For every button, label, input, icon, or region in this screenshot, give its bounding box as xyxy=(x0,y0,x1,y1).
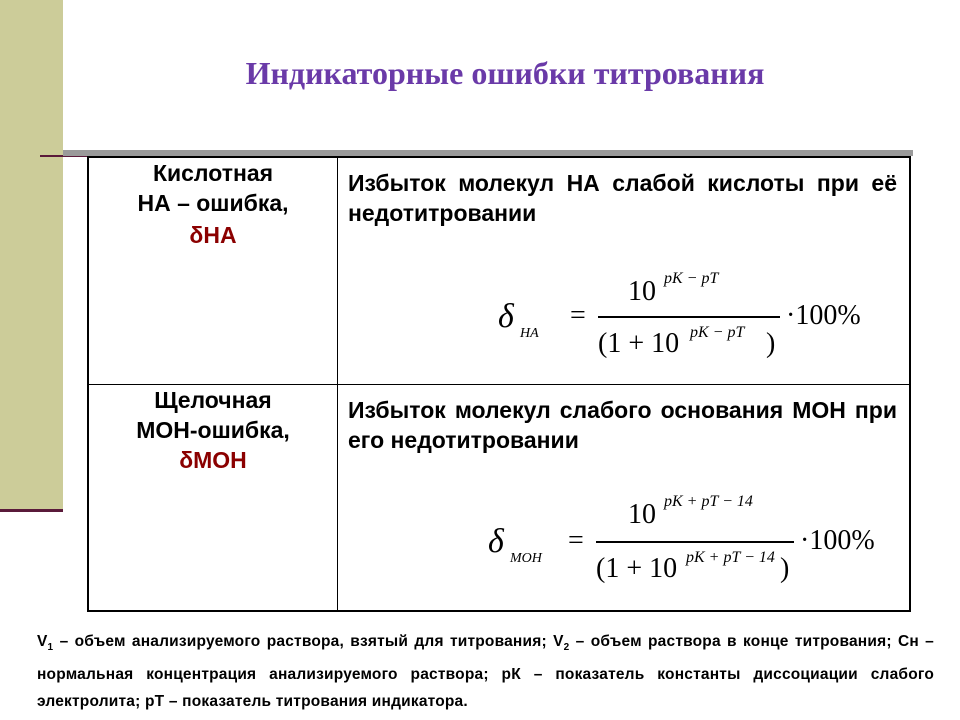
formula-base xyxy=(488,493,908,593)
denominator-open: (1 + 10 xyxy=(596,552,678,584)
row-desc-base xyxy=(338,384,911,611)
description-text: Избыток молекул НА слабой кислоты при её недотитровании xyxy=(348,170,897,226)
label-line2: НА – ошибка, xyxy=(137,190,289,216)
formula-acid xyxy=(498,270,898,370)
formula-multiplier: ·100% xyxy=(786,300,861,331)
side-decor-line-bottom xyxy=(0,509,63,512)
footnote-v1-sub: 1 xyxy=(47,642,54,654)
label-line2: МОН-ошибка, xyxy=(136,416,290,443)
formula-subscript: НА xyxy=(520,326,539,341)
denominator-exp: pK − pT xyxy=(690,324,745,341)
numerator-base: 10 xyxy=(628,276,656,307)
numerator-exp: pK + pT − 14 xyxy=(664,492,753,510)
formula-symbol: δ xyxy=(488,522,504,560)
row-desc-acid xyxy=(338,157,911,384)
label-delta: δНА xyxy=(189,222,237,248)
footnote-part2: – объем раствора в конце титрования; Сн – нормальная концентрация анализируемого раствора; рК – показатель константы диссоциации слабого электролита; рТ – показатель титрования индикатора. xyxy=(37,633,934,711)
table-row xyxy=(88,384,910,611)
footnote-v2: V xyxy=(553,633,564,650)
formula-equals: = xyxy=(570,300,586,331)
errors-table xyxy=(87,156,911,612)
denominator-exp: pK + pT − 14 xyxy=(686,548,775,566)
description-text: Избыток молекул слабого основания МОН при его недотитровании xyxy=(348,396,897,453)
row-label-acid xyxy=(88,157,338,384)
footnote-part1: – объем анализируемого раствора, взятый для титрования; xyxy=(53,633,554,650)
denominator-open: (1 + 10 xyxy=(598,328,680,359)
label-line1: Щелочная xyxy=(154,386,272,413)
numerator-base: 10 xyxy=(628,498,656,530)
formula-symbol: δ xyxy=(498,298,514,335)
formula-subscript: МОН xyxy=(510,550,542,566)
formula-equals: = xyxy=(568,524,584,556)
fraction-line xyxy=(598,316,780,318)
footnote-v1: V xyxy=(37,633,48,650)
denominator-close: ) xyxy=(766,328,776,359)
row-label-base xyxy=(88,384,338,611)
table-row xyxy=(88,157,910,384)
footnote xyxy=(37,628,934,715)
denominator-close: ) xyxy=(780,552,790,584)
numerator-exp: pK − pT xyxy=(664,270,719,287)
formula-multiplier: ·100% xyxy=(800,524,875,556)
label-line1: Кислотная xyxy=(152,160,274,186)
fraction-line xyxy=(596,541,794,543)
label-delta: δМОН xyxy=(179,446,247,473)
footnote-v2-sub: 2 xyxy=(563,642,570,654)
side-decor-bar xyxy=(0,0,63,511)
slide-title: Индикаторные ошибки титрования xyxy=(245,55,765,91)
